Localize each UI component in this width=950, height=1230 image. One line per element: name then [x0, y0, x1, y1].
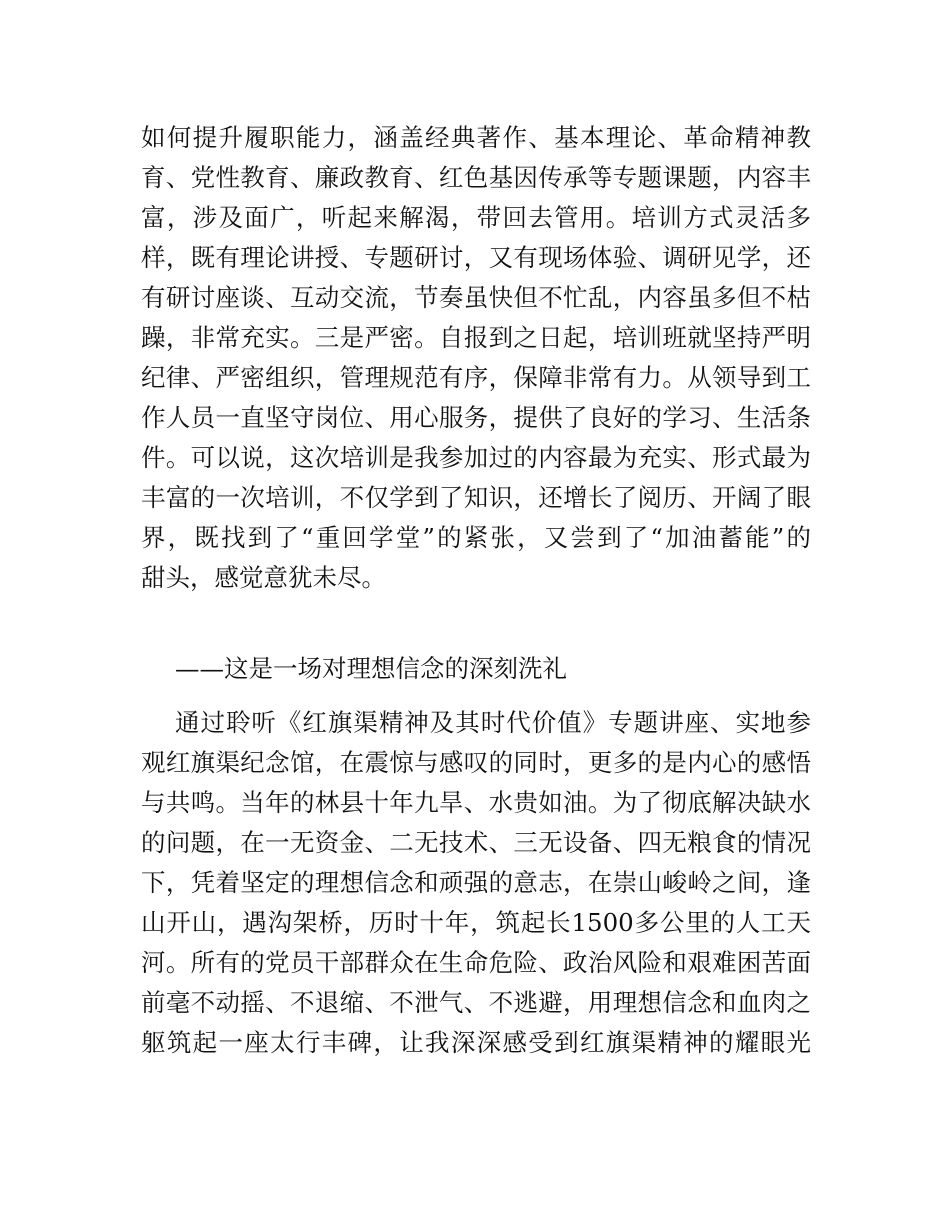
text-line: 育、党性教育、廉政教育、红色基因传承等专题课题，内容丰 — [141, 163, 811, 192]
text-line: 河。所有的党员干部群众在生命危险、政治风险和艰难困苦面 — [141, 948, 811, 977]
text-line: 与共鸣。当年的林县十年九旱、水贵如油。为了彻底解决缺水 — [141, 788, 811, 817]
text-line: 富，涉及面广，听起来解渴，带回去管用。培训方式灵活多 — [141, 203, 811, 232]
paragraph-red-flag-canal — [141, 703, 811, 1063]
text-line: 下，凭着坚定的理想信念和顽强的意志，在崇山峻岭之间，逢 — [141, 868, 811, 897]
text-line: 山开山，遇沟架桥，历时十年，筑起长1500多公里的人工天 — [141, 908, 811, 937]
text-line: 界，既找到了“重回学堂”的紧张，又尝到了“加油蓄能”的 — [141, 523, 811, 552]
text-line: 件。可以说，这次培训是我参加过的内容最为充实、形式最为 — [141, 443, 811, 472]
text-line: 作人员一直坚守岗位、用心服务，提供了良好的学习、生活条 — [141, 403, 811, 432]
text-line: 纪律、严密组织，管理规范有序，保障非常有力。从领导到工 — [141, 363, 811, 392]
section-heading: ——这是一场对理想信念的深刻洗礼 — [175, 654, 567, 683]
text-line: 躯筑起一座太行丰碑，让我深深感受到红旗渠精神的耀眼光 — [141, 1028, 811, 1057]
text-line: 如何提升履职能力，涵盖经典著作、基本理论、革命精神教 — [141, 123, 811, 152]
text-line: 的问题，在一无资金、二无技术、三无设备、四无粮食的情况 — [141, 828, 811, 857]
text-line: 样，既有理论讲授、专题研讨，又有现场体验、调研见学，还 — [141, 243, 811, 272]
text-line: 有研讨座谈、互动交流，节奏虽快但不忙乱，内容虽多但不枯 — [141, 283, 811, 312]
paragraph-training-summary — [141, 118, 811, 598]
text-line: 丰富的一次培训，不仅学到了知识，还增长了阅历、开阔了眼 — [141, 483, 811, 512]
text-line: 观红旗渠纪念馆，在震惊与感叹的同时，更多的是内心的感悟 — [141, 748, 811, 777]
text-line: 甜头，感觉意犹未尽。 — [141, 563, 386, 592]
section-heading-block — [141, 649, 811, 689]
text-line: 躁，非常充实。三是严密。自报到之日起，培训班就坚持严明 — [141, 323, 811, 352]
text-line: 通过聆听《红旗渠精神及其时代价值》专题讲座、实地参 — [175, 708, 811, 737]
text-line: 前毫不动摇、不退缩、不泄气、不逃避，用理想信念和血肉之 — [141, 988, 811, 1017]
